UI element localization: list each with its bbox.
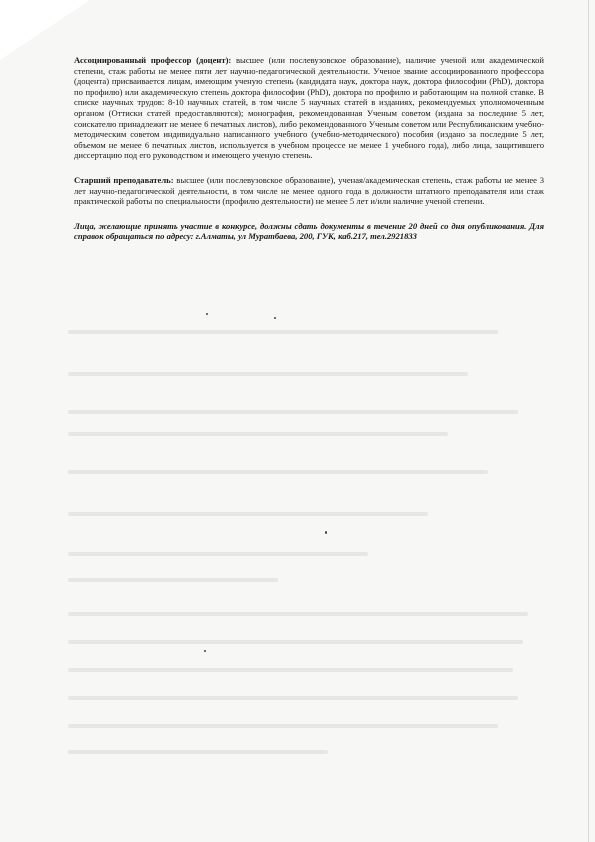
scan-speck bbox=[274, 317, 276, 319]
bleed-through-line bbox=[68, 552, 368, 556]
term-senior-lecturer: Старший преподаватель: bbox=[74, 174, 174, 185]
term-associate-professor: Ассоциированный профессор (доцент): bbox=[74, 55, 232, 65]
bleed-through-line bbox=[68, 668, 513, 672]
scan-speck bbox=[325, 531, 327, 534]
document-body bbox=[74, 55, 544, 256]
paragraph-text: высшее (или послевузовское образование), ученая/академическая степень, стаж работы не менее 3 лет научно-педагогической деятельности, в том числе не менее одного года в должности штатного преподавателя или стаж практической работы по специальности (профилю деятельности) не менее 5 лет и/или наличие ученой степени. bbox=[74, 174, 544, 207]
paragraph-associate-professor bbox=[74, 55, 544, 161]
bleed-through-line bbox=[68, 410, 518, 414]
bleed-through-line bbox=[68, 372, 468, 376]
bleed-through-line bbox=[68, 512, 428, 516]
application-notice: Лица, желающие принять участие в конкурсе, должны сдать документы в течение 20 дней со дня опубликования. Для справок обращаться по адресу: г.Алматы, ул Муратбаева, 200, ГУК, каб.217, тел.2921833 bbox=[74, 220, 544, 242]
paragraph-senior-lecturer bbox=[74, 175, 544, 207]
bleed-through-line bbox=[68, 724, 498, 728]
folded-corner bbox=[0, 0, 90, 60]
bleed-through-line bbox=[68, 432, 448, 436]
scan-speck bbox=[204, 650, 206, 652]
scan-speck bbox=[206, 313, 208, 315]
bleed-through-line bbox=[68, 696, 518, 700]
paragraph-text: высшее (или послевузовское образование), наличие ученой или академической степени, стаж работы не менее пяти лет научно-педагогической деятельности. Ученое звание ассоциированного профессора (доцента) присваивается лицам, имеющим ученую степень (кандидата наук, доктора наук, доктора философии (PhD), доктора по профилю) или академическую степень доктора философии (PhD), доктора по профилю и работающим на полной ставке. В списке научных трудов: 8-10 научных статей, в том числе 5 научных статей в изданиях, рекомендуемых уполномоченным органом (Оттиски статей предоставляются); монография, рекомендованная Ученым советом (издана за последние 5 лет, соискателю принадлежит не менее 6 печатных листов), либо рекомендованного Ученым советом или Республиканским учебно-методическим советом индивидуально написанного учебного (учебно-методического) пособия (издано за последние 5 лет, объемом не менее 6 печатных листов, используется в учебном процессе не менее 1 учебного года), либо лица, защитившего диссертацию под его руководством и имеющего ученую степень. bbox=[74, 55, 545, 161]
bleed-through-line bbox=[68, 750, 328, 754]
bleed-through-line bbox=[68, 612, 528, 616]
bleed-through-line bbox=[68, 640, 523, 644]
bleed-through-line bbox=[68, 578, 278, 582]
bleed-through-line bbox=[68, 330, 498, 334]
bleed-through-line bbox=[68, 470, 488, 474]
page-edge bbox=[588, 0, 589, 842]
